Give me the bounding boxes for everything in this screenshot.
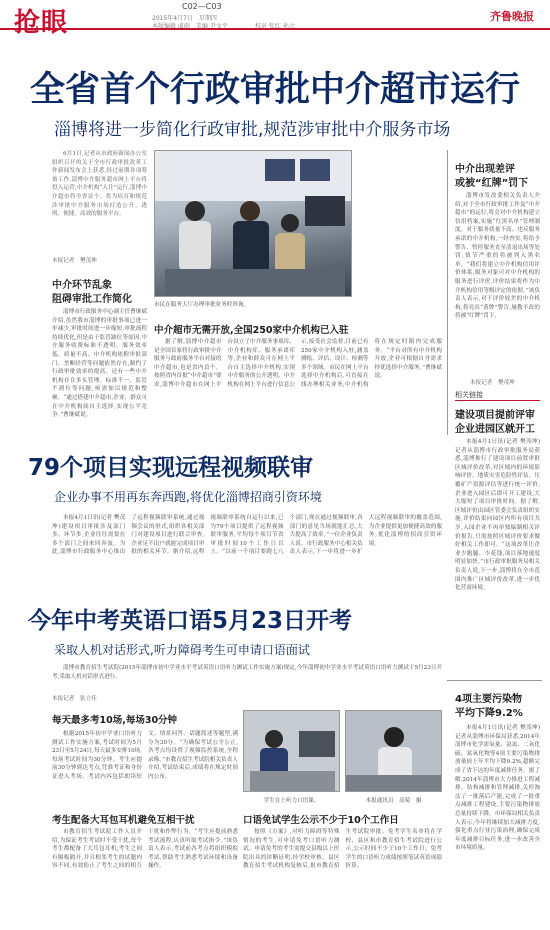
right-box-title-1: 中介出现差评 — [455, 164, 515, 175]
right-box-body: 淄博市发改委相关负责人介绍,对于全市行政审批工作及“中介超市”的运行,将会对中介机构建立信用档案,实施“红黑名单”管理制度。对于服务质量不高、违反服务承诺的中介机构,一经查实,将给予警告、暂停服务直至清退出场等处罚,情节严重的将被列入黑名单。“我们将建立中介机构信用评价体系,服务对象可对中介机构的服务进行评价,评价结果将作为中介机构信用等级评定的依据。”该负责人表示,对于评价较差的中介机构,将亮出“黄牌”警告,屡教不改的将被“红牌”罚下。 — [455, 193, 540, 320]
right-box-title-2: 或被“红牌”罚下 — [455, 178, 529, 189]
pollution-title-2: 平均下降9.2% — [455, 708, 523, 719]
section3-reporter: 本报记者 张立佳 — [52, 696, 97, 702]
exam-box2-body: 市教育招生考试院工作人员介绍,为保证考生考试时不受干扰,每个考生都配备了大耳包耳机,考生之间有隔板隔开,并且相邻考生的试题内容不同,有效防止了考生之间的相互干扰和作弊行为。“考生应提前熟悉考试流程,认真听取考试指令。”该负责人表示,考试前各考点将组织模拟考试,帮助考生熟悉考试环境和设备操作。 — [52, 829, 238, 870]
lead-reporter: 本报记者 樊茂坤 — [52, 258, 97, 264]
left-story-body: 淄博市行政服务中心副主任曹继斌介绍,虽然我市淄博的审批事项已进一步减少,审批时间进一步缩短,审批流程持续优化,但是由于监管缺位等原因,中介服务收费标准不透明、服务效率低、质量不高、中介机构依附审批部门、垄断经营等问题依然存在,制约了行政审批效率的提高。还有一些中介机构存在多头管理、标准不一、监管不到位等问题,亟需加以规范和整顿。“通过搭建中介超市,企业、群众可在中介机构间自主选择,实现公平竞争。”曹继斌说。 — [52, 309, 147, 419]
section3-subhead: 采取人机对话形式,听力障碍考生可申请口语面试 — [54, 643, 310, 657]
section3-photo2-caption: 本报通讯员 高菊 摄 — [365, 798, 422, 804]
section3-photo-2 — [345, 710, 442, 792]
column-logo: 抢眼 — [14, 8, 69, 38]
section2-body: 本报4月1日讯(记者 樊茂坤)建设项目审批涉及部门多、环节多,企业往往需要在多个部门之间来回奔波。为此,淄博市行政服务中心推出了远程视频联审系统,通过视频会议的形式,组织各相关部门对建设项目进行联合审查,企业足不出户就能完成项目审批的相关环节。据介绍,远程视频联审系统自运行以来,已为79个项目提供了远程视频联审服务,平均每个项目节省审批时间10个工作日以上。“以前一个项目要跑七八个部门,现在通过视频联审,各部门的意见当场就能汇总,大大提高了效率。”一位企业负责人说。市行政服务中心相关负责人表示,下一步将进一步扩大远程视频联审的覆盖范围,为企业提供更加便捷高效的服务,优化淄博的招商引资环境。 — [52, 515, 442, 556]
lead-photo-caption: 市民在服务大厅办理审批业务时咨询。 — [154, 302, 250, 308]
exam-box3-body: 按照《方案》,对听力障碍等特殊情况的考生,可申请免考口语听力测试。申请免考的考生需提交县级以上医院出具的诊断证明,经学校审核、县区教育招生考试机构复核后,报市教育招生考试院审批。免考学生名单将在学校、县区和市教育招生考试院进行公示,公示时间不少于10个工作日。免考学生的口语听力成绩按照笔试英语成绩折算。 — [243, 829, 442, 870]
pollution-title-1: 4项主要污染物 — [455, 694, 522, 705]
exam-box1-body: 根据2015年初中学业口语听力测试工作实施方案,考试时间为5月23日至5月24日,每天最多安排10场,每场考试时间为30分钟。考生应提前30分钟到达考点,凭准考证和身份证进入考场。考试内容包括朗读短文、情景问答、话题简述等题型,满分为30分。“为确保考试公平公正,各考点均设置了视频监控系统,全程录像。”市教育招生考试院相关负责人介绍,考试结束后,成绩将在规定时间内公布。 — [52, 731, 238, 780]
section2-subhead: 企业办事不用再东奔西跑,将优化淄博招商引资环境 — [54, 490, 322, 504]
related-title-1: 建设项目提前评审 — [455, 410, 535, 421]
editors-line: 本版编辑 戚雨 美编 尹文平 — [152, 23, 228, 30]
right-divider — [447, 150, 448, 435]
related-link-tag: 相关链接 — [455, 390, 540, 401]
section3-photo1-caption: 学生在上听力口语课。 — [263, 798, 320, 804]
left-story-title-2: 阻碍审批工作简化 — [52, 294, 132, 305]
mid-story-body: 据了解,淄博中介超市是全国首家将行政审批中介服务与政府服务平台对接的中介超市,也是省内首个。按照省内首批“中介超市”要求,淄博中介超市在网上平台设立了中介服务事项库、中介机构库、服务承诺库等,企业和群众可在网上平台自主选择中介机构,实现中介服务的公开透明。中介机构在网上平台进行信息公示,接受社会监督,目前已有250家中介机构入驻,涵盖测绘、评估、设计、检测等多个领域。市民在网上平台选择中介机构后,可直接在线办理相关业务,中介机构将在规定时限内完成服务。“平台对所有中介机构开放,企业可根据自身需求择优选择中介服务。”曹继斌说。 — [154, 339, 442, 388]
mid-story-title: 中介超市无需开放,全国250家中介机构已入驻 — [154, 325, 349, 336]
related-title-2: 企业进园区就开工 — [455, 424, 535, 435]
exam-box2-title: 考生配备大耳包耳机避免互相干扰 — [52, 815, 195, 826]
right-box-reporter: 本报记者 樊茂坤 — [470, 380, 515, 386]
section2-headline: 79个项目实现远程视频联审 — [28, 455, 314, 481]
pollution-body: 本报4月1日讯(记者 樊茂坤)记者从淄博市环保局获悉,2014年淄博市化学需氧量、氨氮、二氧化硫、氮氧化物等4项主要污染物排放量较上年平均下降9.2%,超额完成了省下达的年度减排任务。据了解,2014年淄博市大力推进工程减排、结构减排和管理减排,关停淘汰了一批落后产能,完成了一批重点减排工程建设,主要污染物排放总量持续下降。市环保局相关负责人表示,今年将继续加大减排力度,强化重点行业污染治理,确保完成年度减排目标任务,进一步改善全市环境质量。 — [455, 725, 540, 852]
lead-headline: 全省首个行政审批中介超市运行 — [30, 70, 521, 110]
exam-box3-title: 口语免试学生公示不少于10个工作日 — [243, 815, 399, 826]
lead-intro: 6月1日,记者从市政府新闻办公室组织召开的关于全市行政审批改革工作新闻发布会上获悉,经过前期各项筹备工作,淄博中介服务超市网上平台将投入运营,中介机构“入住”运行,淄博中介超市将全省首个。将为培育和规范涉审批中介服务市场打造公开、透明、便捷、高效的服务平台。 — [52, 151, 147, 218]
section3-intro: 淄博市教育招生考试院(2015年淄博市初中学业水平考试英语口语听力测试工作实施方案)规定,今年淄博初中学业水平考试英语口语听力测试于5月23日开考,采取人机对话形式进行。 — [52, 665, 442, 680]
pollution-divider — [447, 680, 542, 681]
section3-headline: 今年中考英语口语5月23日开考 — [28, 608, 353, 634]
paper-name: 齐鲁晚报 — [490, 10, 534, 23]
lead-photo — [154, 150, 352, 297]
page-number: C02—C03 — [182, 2, 222, 11]
proofreader-line: 校对 张红 孙立 — [255, 23, 295, 30]
section3-photo-1 — [243, 710, 340, 792]
lead-subhead: 淄博将进一步简化行政审批,规范涉审批中介服务市场 — [54, 120, 451, 140]
related-body: 本报4月1日讯(记者 樊茂坤)记者从淄博市行政审批服务局获悉,淄博推行了建设项目前置审批区域评价改革,对区域内的环境影响评价、地质灾害危险性评估、压覆矿产资源评估等进行统一评价,企业进入园区后即可开工建设,大大缩短了项目审批时间。据了解,区域评价由园区管委会负责组织实施,评价结果向园区内所有项目共享,入园企业不再单独编制相关评价报告,只需按照区域评价要求做好相关工作即可。“这项改革让企业少跑腿、少花钱,项目落地速度明显加快。”市行政审批服务局相关负责人说,下一步,淄博将在全市范围内推广区域评价改革,进一步优化营商环境。 — [455, 439, 540, 592]
exam-box1-title: 每天最多考10场,每场30分钟 — [52, 715, 178, 726]
issue-date: 2015年4月7日 星期四 — [152, 15, 217, 22]
left-story-title-1: 中介环节乱象 — [52, 280, 112, 291]
